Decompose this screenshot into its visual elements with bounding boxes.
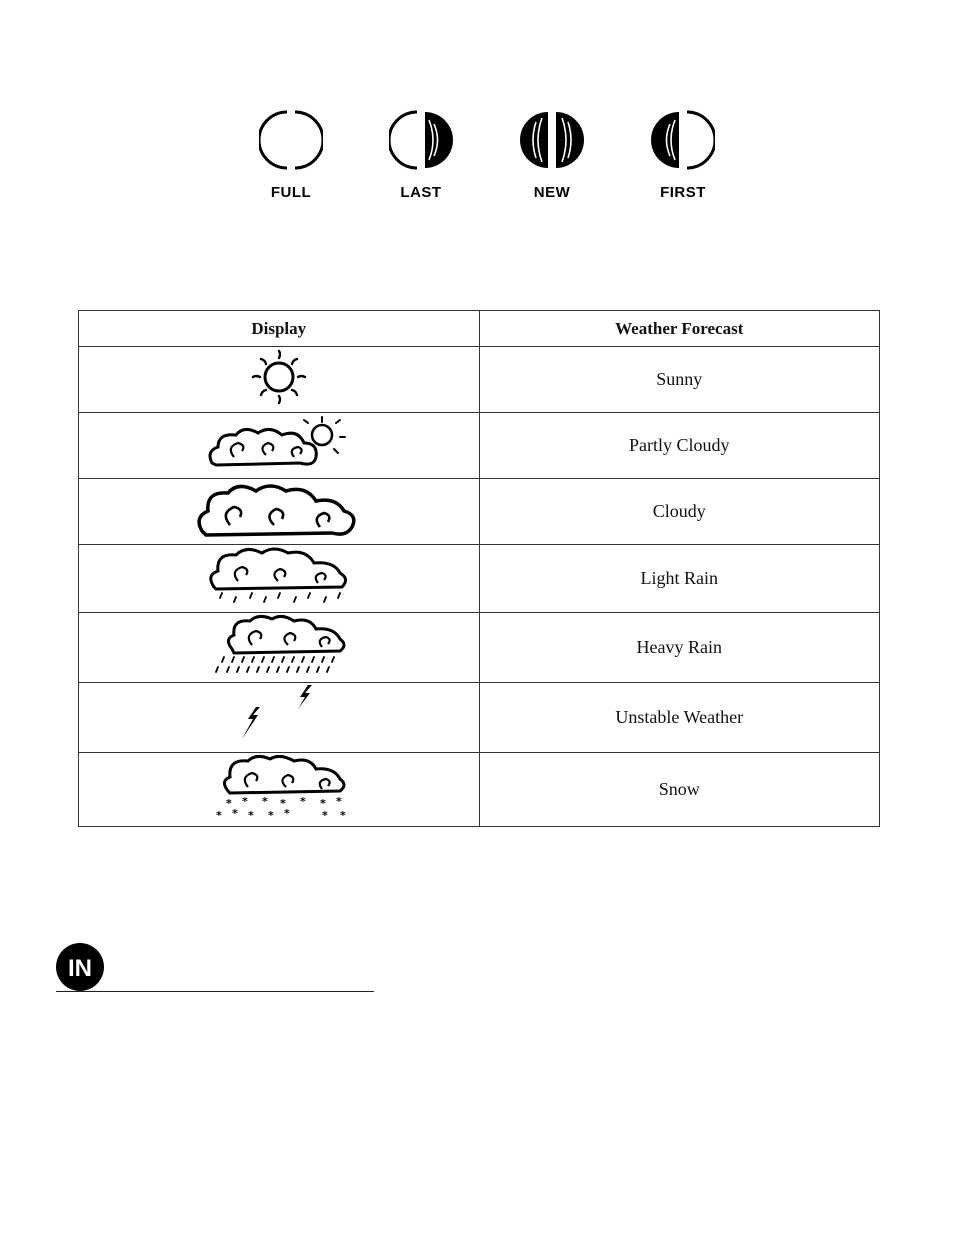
header-display: Display [79,311,480,347]
svg-text:*: * [339,809,346,821]
table-header-row [79,311,880,347]
partly-cloudy-icon [204,413,354,473]
moon-label-first: FIRST [660,184,706,201]
table-row [79,347,880,413]
moon-label-last: LAST [400,184,442,201]
svg-text:*: * [215,809,222,821]
new-moon-icon [520,108,584,172]
sun-icon [239,347,319,407]
forecast-label: Heavy Rain [479,613,880,683]
cloud-icon [194,479,364,539]
table-row [79,413,880,479]
svg-text:*: * [321,809,328,821]
svg-text:*: * [335,795,342,808]
display-cell [79,613,480,683]
lightning-icon [204,683,354,747]
svg-text:*: * [319,797,326,810]
svg-text:*: * [247,809,254,821]
table-row [79,753,880,827]
display-cell [79,413,480,479]
moon-full [256,108,326,201]
full-moon-icon [259,108,323,172]
svg-text:*: * [225,797,232,810]
table-row [79,613,880,683]
svg-text:*: * [267,809,274,821]
svg-text:*: * [261,795,268,808]
moon-label-new: NEW [533,184,571,201]
display-cell [79,545,480,613]
display-cell [79,683,480,753]
last-quarter-moon-icon [389,108,453,172]
table-row [79,683,880,753]
in-badge-icon [55,942,105,992]
section-divider [56,991,374,992]
in-badge-text: IN [68,955,92,982]
forecast-label: Unstable Weather [479,683,880,753]
svg-text:*: * [283,807,290,820]
snow-icon [204,753,354,821]
svg-text:*: * [279,797,286,810]
moon-phase-row [0,108,954,208]
forecast-table [78,310,880,827]
display-cell [79,753,480,827]
forecast-label: Sunny [479,347,880,413]
table-row [79,545,880,613]
moon-first [648,108,718,201]
forecast-label: Cloudy [479,479,880,545]
svg-text:*: * [241,795,248,808]
moon-new [517,108,587,201]
moon-last [386,108,456,201]
header-weather-forecast: Weather Forecast [479,311,880,347]
in-badge [55,942,105,997]
light-rain-icon [204,545,354,607]
heavy-rain-icon [204,613,354,677]
forecast-label: Light Rain [479,545,880,613]
first-quarter-moon-icon [651,108,715,172]
table-row [79,479,880,545]
moon-label-full: FULL [270,184,312,201]
svg-text:*: * [231,807,238,820]
display-cell [79,347,480,413]
forecast-label: Partly Cloudy [479,413,880,479]
svg-text:*: * [299,795,306,808]
display-cell [79,479,480,545]
forecast-label: Snow [479,753,880,827]
